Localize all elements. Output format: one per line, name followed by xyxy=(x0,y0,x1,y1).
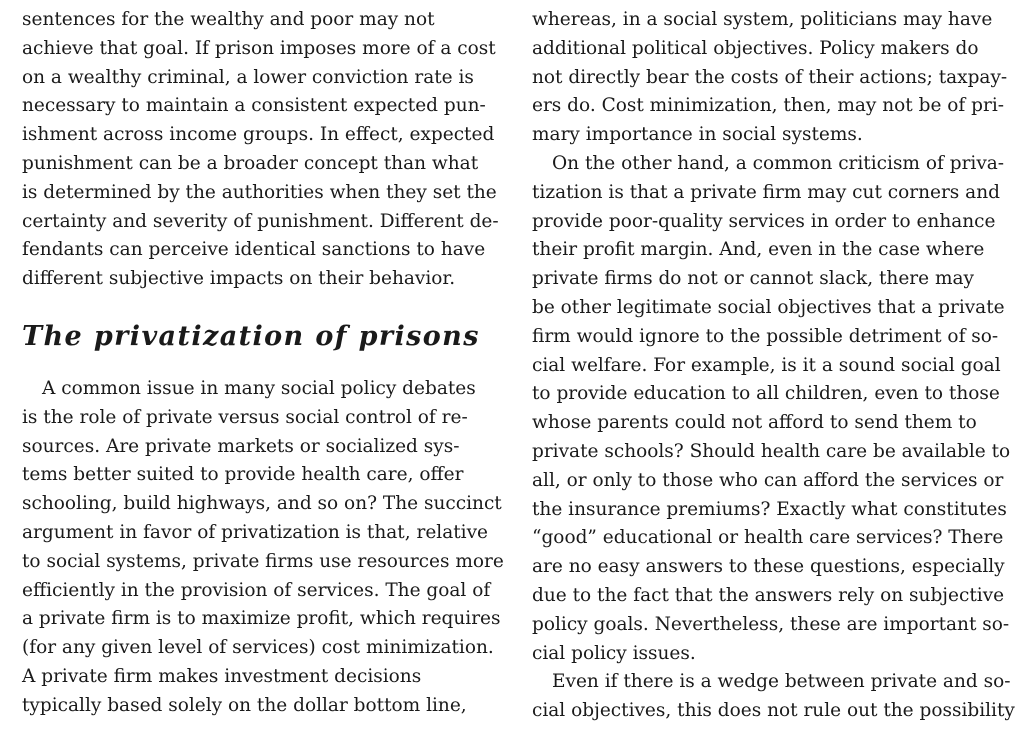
text-line: certainty and severity of punishment. Different de- xyxy=(22,210,499,232)
text-line: policy goals. Nevertheless, these are important so- xyxy=(532,613,1010,635)
text-line: sources. Are private markets or socialized sys- xyxy=(22,435,460,457)
text-line: are no easy answers to these questions, especially xyxy=(532,556,1005,578)
text-line: On the other hand, a common criticism of priva- xyxy=(552,152,1005,174)
text-line: “good” educational or health care services? There xyxy=(532,527,1004,549)
text-line: not directly bear the costs of their actions; taxpay- xyxy=(532,66,1008,88)
text-line: different subjective impacts on their behavior. xyxy=(22,268,456,290)
text-line: whereas, in a social system, politicians may have xyxy=(532,9,993,30)
text-line: the insurance premiums? Exactly what constitutes xyxy=(532,498,1007,520)
text-line: their profit margin. And, even in the case where xyxy=(532,239,985,261)
text-line: is the role of private versus social control of re- xyxy=(22,406,468,428)
text-line: schooling, build highways, and so on? The succinct xyxy=(22,493,502,515)
text-line: cial welfare. For example, is it a sound social goal xyxy=(532,354,1001,376)
text-line: is determined by the authorities when they set the xyxy=(22,181,497,203)
text-line: (for any given level of services) cost minimization. xyxy=(22,637,494,659)
paragraph-cost-minimization xyxy=(532,6,1007,150)
text-line: ers do. Cost minimization, then, may not be of pri- xyxy=(532,95,1005,117)
section-heading: The privatization of prisons xyxy=(22,320,480,352)
text-line: additional political objectives. Policy makers do xyxy=(532,37,979,59)
text-line: private schools? Should health care be available to xyxy=(532,440,1011,462)
text-line: a private firm is to maximize profit, which requires xyxy=(22,608,501,630)
text-line: fendants can perceive identical sanctions to have xyxy=(22,239,486,261)
paragraph-punishment xyxy=(22,6,499,294)
text-line: be other legitimate social objectives that a private xyxy=(532,296,1005,318)
text-line: due to the fact that the answers rely on subjective xyxy=(532,584,1005,606)
paragraph-wedge xyxy=(532,668,1015,726)
text-line: to provide education to all children, even to those xyxy=(532,383,1000,405)
text-line: on a wealthy criminal, a lower conviction rate is xyxy=(22,66,474,88)
text-line: mary importance in social systems. xyxy=(532,124,863,146)
left-column xyxy=(22,6,504,721)
text-line: necessary to maintain a consistent expected pun- xyxy=(22,95,486,117)
paragraph-criticism xyxy=(532,150,1011,668)
text-line: tems better suited to provide health care, offer xyxy=(22,464,464,486)
text-line: all, or only to those who can afford the services or xyxy=(532,469,1004,491)
text-line: provide poor-quality services in order to enhance xyxy=(532,210,996,232)
text-line: sentences for the wealthy and poor may not xyxy=(22,9,435,30)
text-line: achieve that goal. If prison imposes more of a cost xyxy=(22,37,496,59)
right-column xyxy=(532,6,1015,726)
text-line: A private firm makes investment decisions xyxy=(22,665,422,687)
text-line: cial policy issues. xyxy=(532,642,696,664)
text-line: Even if there is a wedge between private and so- xyxy=(552,671,1011,693)
text-line: argument in favor of privatization is that, relative xyxy=(22,521,488,543)
text-line: private firms do not or cannot slack, there may xyxy=(532,268,974,290)
text-line: tization is that a private firm may cut corners and xyxy=(532,181,1000,203)
text-line: ishment across income groups. In effect, expected xyxy=(22,124,495,146)
text-line: efficiently in the provision of services. The goal of xyxy=(22,579,491,601)
text-line: firm would ignore to the possible detriment of so- xyxy=(532,325,999,347)
text-line: whose parents could not afford to send them to xyxy=(532,412,977,434)
text-line: cial objectives, this does not rule out the possibility xyxy=(532,700,1015,722)
text-line: punishment can be a broader concept than what xyxy=(22,152,479,174)
paragraph-privatization-intro xyxy=(22,375,504,721)
text-line: to social systems, private firms use resources more xyxy=(22,550,504,572)
text-line: typically based solely on the dollar bottom line, xyxy=(22,694,467,716)
text-line: A common issue in many social policy debates xyxy=(42,377,476,399)
